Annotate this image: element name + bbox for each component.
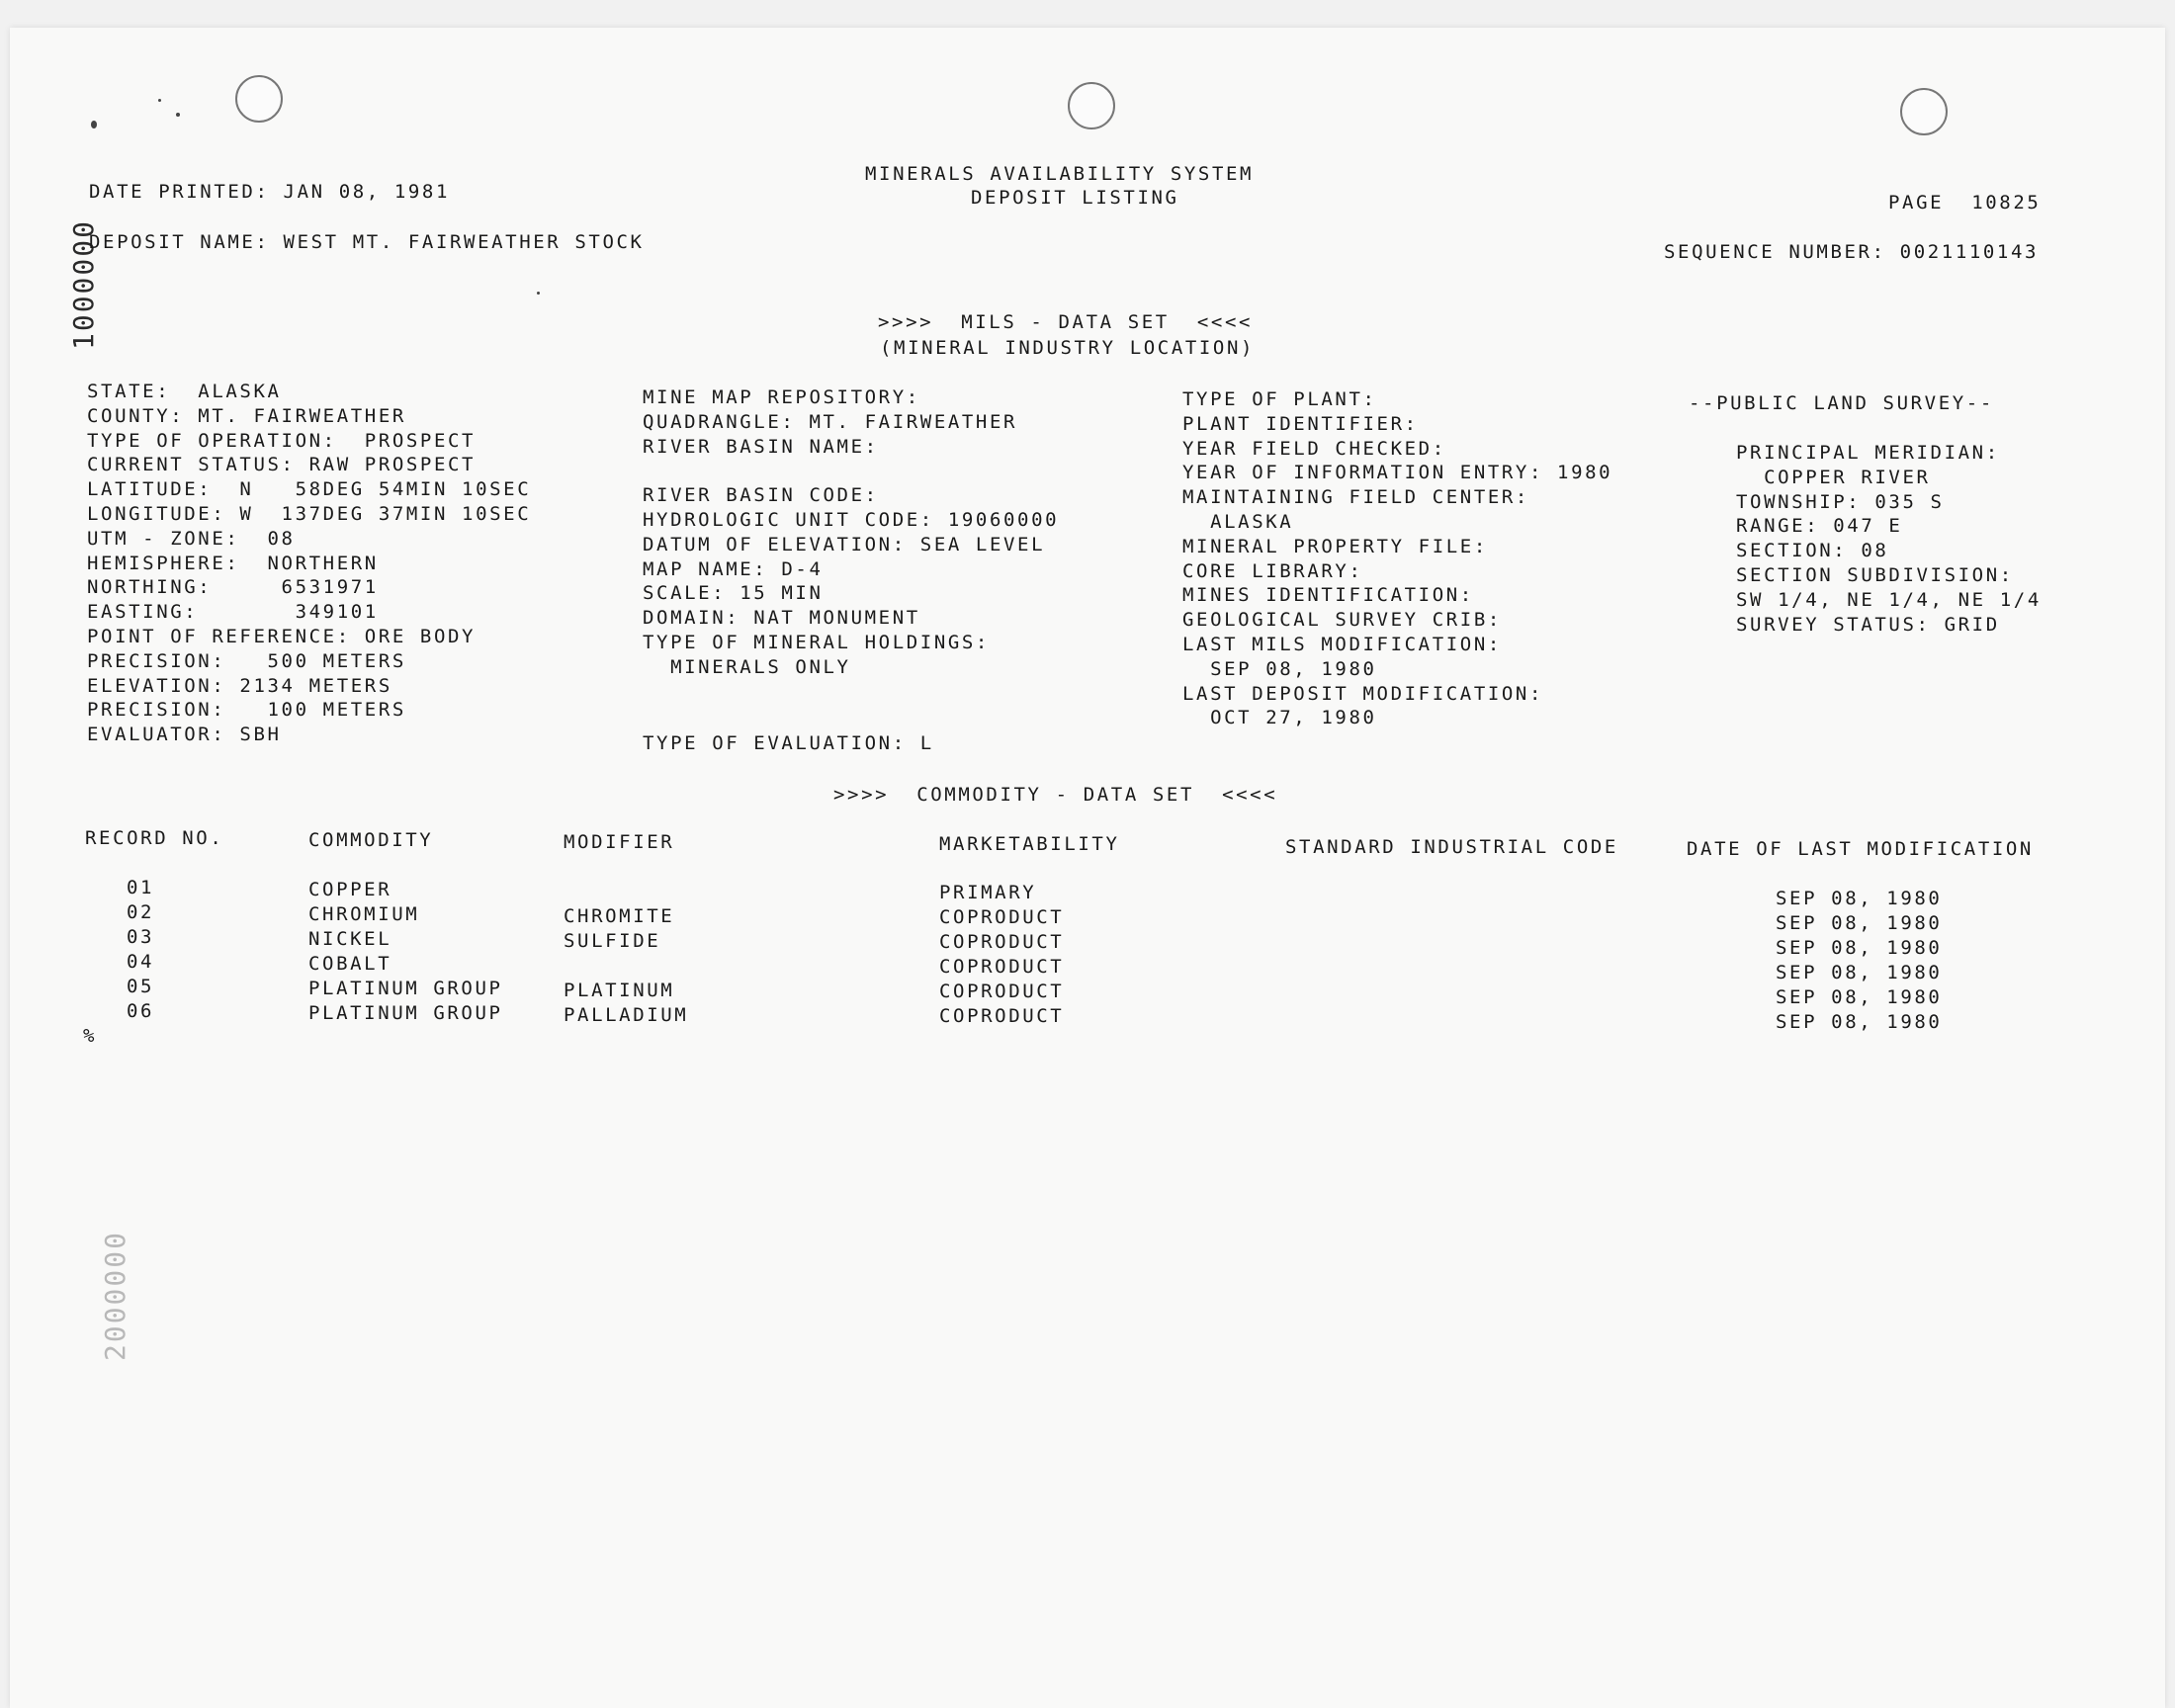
col1-line: POINT OF REFERENCE: ORE BODY [87, 626, 477, 647]
cell-commodity: CHROMIUM [308, 903, 420, 925]
col2-line: QUADRANGLE: MT. FAIRWEATHER [643, 410, 1018, 433]
margin-code: 1000000 [67, 219, 100, 351]
col2-line: RIVER BASIN CODE: [643, 484, 879, 507]
cell-date: SEP 08, 1980 [1776, 1011, 1943, 1033]
col4-line: TOWNSHIP: 035 S [1736, 490, 1945, 513]
col3-line: YEAR FIELD CHECKED: [1182, 437, 1446, 460]
ink-speck [537, 292, 540, 295]
cell-date: SEP 08, 1980 [1776, 986, 1943, 1008]
col1-line: ELEVATION: 2134 METERS [87, 674, 392, 697]
punch-hole-left [235, 75, 283, 123]
cell-marketability: COPRODUCT [939, 981, 1065, 1002]
cell-record: 02 [127, 901, 155, 923]
col2-line: MAP NAME: D-4 [643, 557, 824, 580]
col3-line: ALASKA [1182, 511, 1294, 533]
cell-marketability: COPRODUCT [939, 931, 1065, 953]
header-sic: STANDARD INDUSTRIAL CODE [1285, 836, 1618, 858]
ink-speck [176, 113, 180, 117]
printout-page [10, 28, 2165, 1708]
col2-line: SCALE: 15 MIN [643, 582, 824, 605]
col1-line: PRECISION: 100 METERS [87, 699, 406, 722]
header-marketability: MARKETABILITY [939, 833, 1120, 855]
cell-date: SEP 08, 1980 [1776, 912, 1943, 934]
cell-marketability: COPRODUCT [939, 956, 1065, 978]
system-title: MINERALS AVAILABILITY SYSTEM [865, 163, 1255, 185]
cell-modifier: SULFIDE [564, 930, 661, 952]
commodity-title: >>>> COMMODITY - DATA SET <<<< [833, 784, 1278, 806]
col4-line: COPPER RIVER [1736, 466, 1931, 488]
col1-line: NORTHING: 6531971 [87, 576, 379, 599]
col4-line: SECTION: 08 [1736, 540, 1889, 562]
col2-line: DATUM OF ELEVATION: SEA LEVEL [643, 533, 1046, 555]
col1-line: TYPE OF OPERATION: PROSPECT [87, 429, 477, 452]
cell-commodity: COBALT [308, 953, 392, 975]
col1-line: STATE: ALASKA [87, 381, 282, 402]
listing-title: DEPOSIT LISTING [971, 187, 1179, 209]
cell-commodity: PLATINUM GROUP [308, 1002, 503, 1024]
col1-line: COUNTY: MT. FAIRWEATHER [87, 404, 406, 427]
header-modifier: MODIFIER [564, 831, 675, 853]
col4-line: SURVEY STATUS: GRID [1736, 613, 2000, 636]
col3-line: LAST DEPOSIT MODIFICATION: [1182, 682, 1544, 705]
punch-hole-center [1068, 82, 1115, 129]
col1-line: EASTING: 349101 [87, 601, 379, 624]
col3-line: PLANT IDENTIFIER: [1182, 412, 1419, 435]
cell-modifier: CHROMITE [564, 905, 675, 927]
cell-modifier: PLATINUM [564, 980, 675, 1001]
col3-line: TYPE OF PLANT: [1182, 388, 1377, 410]
col4-line: SW 1/4, NE 1/4, NE 1/4 [1736, 588, 2042, 611]
col1-line: CURRENT STATUS: RAW PROSPECT [87, 454, 477, 476]
col2-line: RIVER BASIN NAME: [643, 435, 879, 458]
col2-line: HYDROLOGIC UNIT CODE: 19060000 [643, 509, 1060, 531]
cell-marketability: COPRODUCT [939, 906, 1065, 928]
col3-line: MINES IDENTIFICATION: [1182, 584, 1474, 607]
col4-line: PRINCIPAL MERIDIAN: [1736, 442, 2000, 464]
col2-line: TYPE OF MINERAL HOLDINGS: [643, 632, 990, 653]
margin-code-faint: 2000000 [99, 1231, 131, 1362]
col3-line: OCT 27, 1980 [1182, 707, 1377, 729]
land-survey-title: --PUBLIC LAND SURVEY-- [1689, 392, 1994, 414]
cell-record: 05 [127, 976, 155, 997]
col2-line: MINE MAP REPOSITORY: [643, 386, 920, 408]
mils-title: >>>> MILS - DATA SET <<<< [878, 311, 1254, 333]
ink-speck [91, 121, 97, 128]
col1-line: LONGITUDE: W 137DEG 37MIN 10SEC [87, 503, 532, 525]
col3-line: CORE LIBRARY: [1182, 559, 1363, 582]
cell-record: 06 [127, 1000, 155, 1022]
cell-marketability: PRIMARY [939, 882, 1037, 903]
cell-record: 03 [127, 926, 155, 948]
cell-date: SEP 08, 1980 [1776, 888, 1943, 909]
deposit-name: DEPOSIT NAME: WEST MT. FAIRWEATHER STOCK [89, 231, 645, 253]
col2-line: MINERALS ONLY [643, 655, 851, 678]
ink-speck [158, 99, 161, 102]
cell-date: SEP 08, 1980 [1776, 937, 1943, 959]
evaluation-type: TYPE OF EVALUATION: L [643, 732, 934, 754]
col1-line: HEMISPHERE: NORTHERN [87, 552, 379, 574]
page-number: PAGE 10825 [1888, 192, 2042, 214]
cell-record: 04 [127, 951, 155, 973]
col1-line: PRECISION: 500 METERS [87, 649, 406, 672]
col1-line: EVALUATOR: SBH [87, 724, 282, 746]
col3-line: SEP 08, 1980 [1182, 657, 1377, 680]
header-commodity: COMMODITY [308, 829, 434, 851]
col1-line: UTM - ZONE: 08 [87, 527, 296, 550]
col3-line: MINERAL PROPERTY FILE: [1182, 535, 1488, 557]
cell-modifier: PALLADIUM [564, 1004, 689, 1026]
col3-line: MAINTAINING FIELD CENTER: [1182, 486, 1529, 509]
cell-commodity: COPPER [308, 879, 392, 900]
punch-hole-right [1900, 88, 1948, 135]
col3-line: LAST MILS MODIFICATION: [1182, 634, 1502, 655]
col1-line: LATITUDE: N 58DEG 54MIN 10SEC [87, 478, 532, 501]
col3-line: GEOLOGICAL SURVEY CRIB: [1182, 609, 1502, 632]
cell-date: SEP 08, 1980 [1776, 962, 1943, 983]
col3-line: YEAR OF INFORMATION ENTRY: 1980 [1182, 462, 1613, 484]
header-date: DATE OF LAST MODIFICATION [1687, 838, 2034, 860]
cell-marketability: COPRODUCT [939, 1005, 1065, 1027]
cell-commodity: PLATINUM GROUP [308, 978, 503, 999]
sequence-number: SEQUENCE NUMBER: 0021110143 [1664, 241, 2040, 263]
cell-commodity: NICKEL [308, 928, 392, 950]
header-record-no: RECORD NO. [85, 827, 224, 849]
date-printed: DATE PRINTED: JAN 08, 1981 [89, 181, 451, 203]
end-mark: % [83, 1025, 98, 1047]
mils-subtitle: (MINERAL INDUSTRY LOCATION) [880, 337, 1256, 359]
cell-record: 01 [127, 877, 155, 898]
col2-line: DOMAIN: NAT MONUMENT [643, 607, 920, 630]
col4-line: SECTION SUBDIVISION: [1736, 564, 2014, 586]
col4-line: RANGE: 047 E [1736, 515, 1903, 538]
